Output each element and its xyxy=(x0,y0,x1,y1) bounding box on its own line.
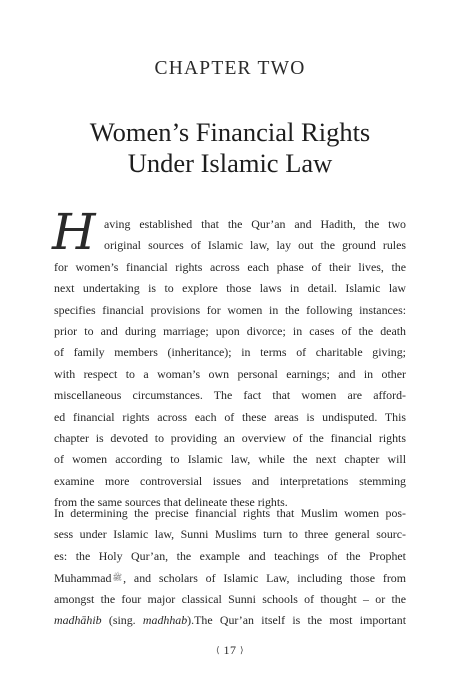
text-fragment: (sing. xyxy=(101,612,143,627)
prophet-name: Muhammad xyxy=(54,571,112,586)
chapter-title xyxy=(0,117,460,179)
text-line: examine more controversial issues and interpretations stemming xyxy=(54,473,406,488)
page-number-value: 17 xyxy=(223,643,237,657)
text-line: from the same sources that delineate these rights. xyxy=(54,495,288,510)
text-line: of women according to Islamic law, while the next chapter will xyxy=(54,452,406,467)
text-line: prior to and during marriage; upon divorce; in cases of the death xyxy=(54,323,406,338)
text-line: of family members (inheritance); in terms of charitable giving; xyxy=(54,345,406,360)
text-line: amongst the four major classical Sunni schools of thought – or the xyxy=(54,591,406,606)
text-line: original sources of Islamic law, lay out the ground rules xyxy=(104,238,406,253)
text-line: chapter is devoted to providing an overview of the financial rights xyxy=(54,430,406,445)
term-madhhab: madhhab xyxy=(142,612,188,627)
text-line: sess under Islamic law, Sunni Muslims turn to three general sourc- xyxy=(54,527,406,542)
paragraph-1 xyxy=(54,214,406,513)
text-line: next undertaking is to explore those laws in detail. Islamic law xyxy=(54,281,406,296)
text-line: miscellaneous circumstances. The fact that women are afford- xyxy=(54,388,406,403)
text-line: for women’s financial rights across each phase of their lives, the xyxy=(54,259,406,274)
page-ornament-right: ⟩ xyxy=(240,645,245,655)
text-line: es: the Holy Qur’an, the example and teachings of the Prophet xyxy=(54,548,406,563)
text-line: with respect to a woman’s own personal earnings; and in other xyxy=(54,366,406,381)
text-line: aving established that the Qur’an and Hadith, the two xyxy=(104,217,406,231)
honorific-symbol: ﷺ xyxy=(112,573,123,583)
term-madhahib: madhāhib xyxy=(54,612,102,627)
page-ornament-left: ⟨ xyxy=(215,645,220,655)
drop-cap: H xyxy=(52,203,96,261)
chapter-label: CHAPTER TWO xyxy=(154,58,306,79)
text-line: In determining the precise financial rights that Muslim women pos- xyxy=(54,506,406,520)
page-number xyxy=(0,643,460,658)
text-fragment: , and scholars of Islamic Law, including those from xyxy=(123,571,406,586)
text-line xyxy=(54,610,406,631)
text-line: ed financial rights across each of these areas is undisputed. This xyxy=(54,409,406,424)
paragraph-2 xyxy=(54,503,406,631)
text-line xyxy=(54,567,406,588)
text-fragment: ).The Qur’an itself is the most important xyxy=(187,612,406,627)
text-line: specifies financial provisions for women in the following instances: xyxy=(54,302,406,317)
chapter-title-line-2: Under Islamic Law xyxy=(127,148,333,178)
chapter-title-line-1: Women’s Financial Rights xyxy=(89,117,371,147)
